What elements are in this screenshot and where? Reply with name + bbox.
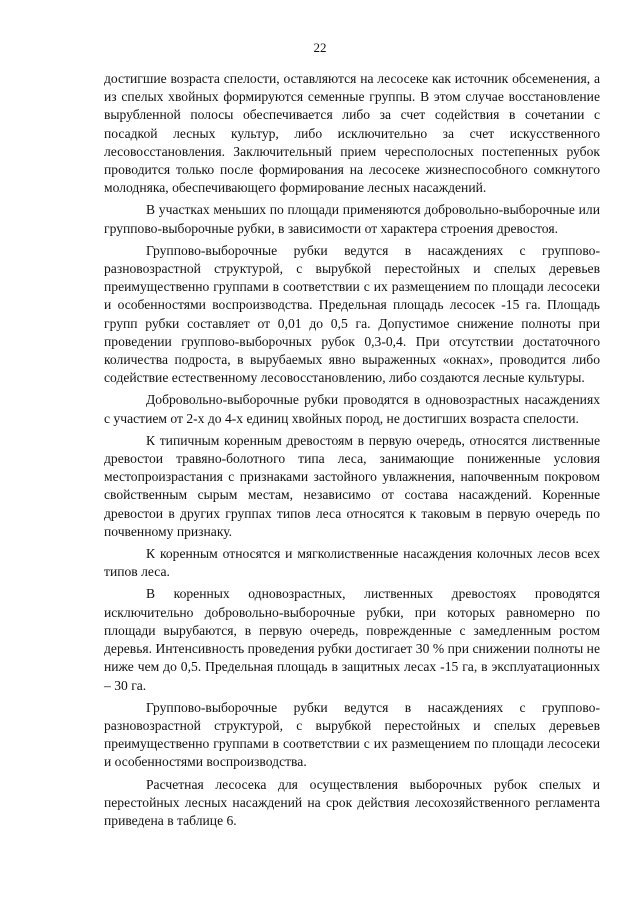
paragraph-allowable-cut-table-ref: Расчетная лесосека для осуществления выборочных рубок спелых и перестойных лесных насаждений на срок действия лесохозяйственного регламента приведена в таблице 6. [104, 776, 600, 828]
paragraph-group-selective-cuttings: Группово-выборочные рубки ведутся в насаждениях с группово-разновозрастной структурой, с вырубкой перестойных и спелых деревьев преимущественно группами в соответствии с их размещением по площади лесосеки и особенностями воспроизводства. Предельная площадь лесосек -15 га. Площадь групп рубки составляет от 0,01 до 0,5 га. Допустимое снижение полноты при проведении группово-выборочных рубок 0,3-0,4. При отсутствии достаточного количества подроста, в вырубаемых явно выраженных «окнах», проводится либо содействие естественному лесовосстановлению, либо создаются лесные культуры. [104, 242, 600, 386]
paragraph-group-selective-repeat: Группово-выборочные рубки ведутся в насаждениях с группово-разновозрастной структурой, с вырубкой перестойных и спелых деревьев преимущественно группами в соответствии с их размещением по площади лесосеки и особенностями воспроизводства. [104, 699, 600, 770]
page-number: 22 [313, 40, 327, 55]
paragraph-native-even-aged-stands: В коренных одновозрастных, лиственных древостоях проводятся исключительно добровольно-выборочные рубки, при которых равномерно по площади вырубаются, в первую очередь, поврежденные с замедленным ростом деревья. Интенсивность проведения рубки достигает 30 % при снижении полноты не ниже чем до 0,5. Предельная площадь в защитных лесах -15 га, в эксплуатационных – 30 га. [104, 586, 600, 693]
paragraph-seed-groups: достигшие возраста спелости, оставляются на лесосеке как источник обсеменения, а из спелых хвойных формируются семенные группы. В этом случае восстановление вырубленной полосы обеспечивается либо за счет содействия в сочетании с посадкой лесных культур, либо исключительно за счет искусственного лесовосстановления. Заключительный прием чересполосных постепенных рубок проводится только после формирования на лесосеке жизнеспособного сомкнутого молодняка, обеспечивающего формирование лесных насаждений. [104, 71, 600, 196]
paragraph-voluntary-selective-cuttings: Добровольно-выборочные рубки проводятся в одновозрастных насаждениях с участием от 2-х до 4-х единиц хвойных пород, не достигших возраста спелости. [104, 392, 600, 426]
paragraph-typical-native-stands: К типичным коренным древостоям в первую очередь, относятся лиственные древостои травяно-болотного типа леса, занимающие пониженные условия местопроизрастания с признаками застойного увлажнения, напочвенным покровом свойственным сырым местам, независимо от состава насаждений. Коренные древостои в других группах типов леса относятся к таковым в первую очередь по почвенному признаку. [104, 432, 600, 539]
paragraph-soft-leaved-stands: К коренным относятся и мягколиственные насаждения колочных лесов всех типов леса. [104, 546, 600, 580]
document-body [104, 70, 600, 834]
paragraph-small-areas: В участках меньших по площади применяются добровольно-выборочные или группово-выборочные рубки, в зависимости от характера строения древостоя. [104, 202, 600, 236]
